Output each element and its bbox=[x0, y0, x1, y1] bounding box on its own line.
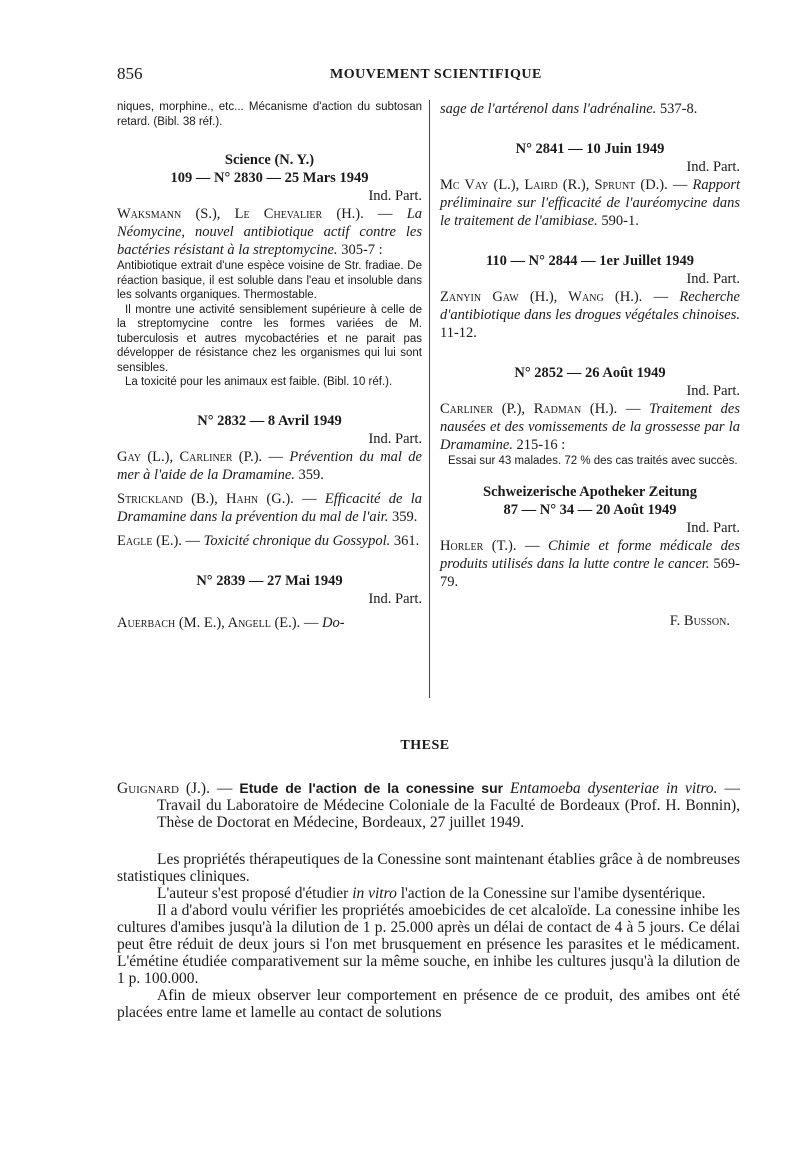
issue-header: 110 — N° 2844 — 1er Juillet 1949 bbox=[485, 253, 695, 269]
issue-header: N° 2852 — 26 Août 1949 bbox=[514, 365, 666, 381]
reference-entry bbox=[440, 176, 740, 230]
entry-title: sage de l'artérenol dans l'adrénaline. bbox=[440, 101, 657, 117]
index-label: Ind. Part. bbox=[368, 590, 422, 607]
reference-entry bbox=[440, 400, 740, 454]
entry-title: Prévention du mal de mer à l'aide de la Dramamine. bbox=[117, 448, 422, 483]
entry-title: Recherche d'antibiotique dans les drogues végétales chinoises. bbox=[440, 289, 740, 323]
issue-header: N° 2832 — 8 Avril 1949 bbox=[197, 412, 342, 429]
index-label: Ind. Part. bbox=[368, 430, 422, 447]
reference-entry bbox=[117, 490, 422, 526]
right-column bbox=[440, 100, 740, 630]
entry-abstract: Antibiotique extrait d'une espèce voisine de Str. fradiae. De réaction basique, il est soluble dans l'eau et insoluble dans les solvants organiques. Thermostable. bbox=[117, 260, 422, 301]
entry-title: Do- bbox=[322, 614, 345, 631]
reference-entry bbox=[117, 532, 422, 550]
text-run: L'auteur s'est proposé d'étudier bbox=[157, 885, 349, 902]
carry-over-abstract: niques, morphine., etc... Mécanisme d'action du subtosan retard. (Bibl. 38 réf.). bbox=[117, 101, 422, 128]
journal-title: Schweizerische Apotheker Zeitung bbox=[483, 483, 697, 500]
entry-title: La Néomycine, nouvel antibiotique actif contre les bactéries résistant à la streptomycine. bbox=[117, 206, 423, 258]
entry-title: Efficacité de la Dramamine dans la prévention du mal de l'air. bbox=[117, 490, 422, 525]
entry-title: Traitement des nausées et des vomissements de la grossesse par la Dramamine. bbox=[440, 401, 740, 453]
body-paragraph: Les propriétés thérapeutiques de la Conessine sont maintenant établies grâce à de nombreuses statistiques cliniques. bbox=[117, 851, 740, 885]
page-number: 856 bbox=[117, 64, 143, 83]
issue-header: 109 — N° 2830 — 25 Mars 1949 bbox=[170, 170, 369, 186]
reference-entry bbox=[117, 448, 422, 484]
entry-pages: 11-12. bbox=[440, 325, 477, 341]
entry-pages: 361. bbox=[393, 532, 420, 549]
entry-author: Guignard (J.). — bbox=[117, 780, 233, 797]
entry-pages: 305-7 : bbox=[341, 242, 383, 258]
entry-authors: Eagle (E.). — bbox=[117, 532, 201, 549]
signature: F. Busson. bbox=[669, 612, 730, 629]
entry-pages: 359. bbox=[298, 466, 324, 483]
entry-pages: 537-8. bbox=[659, 101, 698, 117]
reference-entry bbox=[117, 614, 422, 632]
reference-entry bbox=[440, 288, 740, 342]
issue-header: 87 — N° 34 — 20 Août 1949 bbox=[503, 501, 677, 518]
entry-abstract: Essai sur 43 malades. 72 % des cas traités avec succès. bbox=[448, 455, 738, 467]
left-column bbox=[117, 100, 422, 632]
entry-authors: Strickland (B.), Hahn (G.). — bbox=[117, 490, 317, 507]
issue-header: N° 2839 — 27 Mai 1949 bbox=[196, 572, 343, 589]
entry-authors: Zanyin Gaw (H.), Wang (H.). — bbox=[440, 289, 669, 305]
index-label: Ind. Part. bbox=[686, 519, 740, 536]
these-heading: THESE bbox=[400, 738, 450, 753]
entry-pages: 569-79. bbox=[440, 555, 740, 590]
these-entry bbox=[117, 780, 740, 831]
issue-header: N° 2841 — 10 Juin 1949 bbox=[515, 141, 665, 157]
text-run: l'action de la Conessine sur l'amibe dysentérique. bbox=[400, 885, 706, 902]
entry-pages: 359. bbox=[391, 508, 418, 525]
entry-abstract: La toxicité pour les animaux est faible. (Bibl. 10 réf.). bbox=[125, 376, 393, 388]
entry-title: Rapport préliminaire sur l'efficacité de l'auréomycine dans le traitement de l'amibiase. bbox=[440, 177, 741, 229]
entry-authors: Horler (T.). — bbox=[440, 537, 540, 554]
journal-title: Science (N. Y.) bbox=[224, 152, 315, 168]
index-label: Ind. Part. bbox=[686, 383, 740, 399]
entry-abstract: Il montre une activité sensiblement supérieure à celle de la streptomycine contre les formes variées de M. tuberculosis et autres mycobactéries et ne parait pas développer de résistance chez les organismes qui lui sont sensibles. bbox=[117, 303, 422, 374]
entry-title: Toxicité chronique du Gossypol. bbox=[203, 532, 391, 549]
index-label: Ind. Part. bbox=[368, 188, 422, 204]
entry-title: Chimie et forme médicale des produits utilisés dans la lutte contre le cancer. bbox=[440, 537, 740, 572]
body-paragraph: Il a d'abord voulu vérifier les propriétés amoebicides de cet alcaloïde. La conessine inhibe les cultures d'amibes jusqu'à la dilution de 1 p. 25.000 après un délai de contact de 4 à 5 jours. Ce délai peut être réduit de deux jours si l'on met brusquement en présence les parasites et le médicament. L'émétine étudiée comparativement sur la même souche, en inhibe les cultures jusqu'à la dilution de 1 p. 100.000. bbox=[117, 902, 740, 987]
entry-authors: Waksmann (S.), Le Chevalier (H.). — bbox=[117, 206, 393, 222]
body-paragraph: Afin de mieux observer leur comportement en présence de ce produit, des amibes ont été placées entre lame et lamelle au contact de solutions bbox=[117, 987, 740, 1021]
entry-authors: Mc Vay (L.), Laird (R.), Sprunt (D.). — bbox=[440, 177, 688, 193]
index-label: Ind. Part. bbox=[686, 159, 740, 175]
these-section bbox=[117, 780, 740, 1021]
column-divider bbox=[429, 100, 430, 698]
carry-over-entry bbox=[440, 100, 740, 118]
body-paragraph bbox=[117, 885, 740, 902]
reference-entry bbox=[117, 205, 422, 259]
entry-authors: Auerbach (M. E.), Angell (E.). — bbox=[117, 614, 319, 631]
entry-title-bold: Etude de l'action de la conessine sur bbox=[239, 780, 504, 796]
entry-pages: 590-1. bbox=[601, 213, 639, 229]
entry-details: — Travail du Laboratoire de Médecine Coloniale de la Faculté de Bordeaux (Prof. H. Bonnin), Thèse de Doctorat en Médecine, Bordeaux, 27 juillet 1949. bbox=[157, 780, 741, 831]
text-run-italic: in vitro bbox=[352, 885, 397, 902]
running-title: MOUVEMENT SCIENTIFIQUE bbox=[330, 67, 542, 82]
entry-title-italic: Entamoeba dysenteriae in vitro. bbox=[510, 780, 718, 797]
index-label: Ind. Part. bbox=[686, 271, 740, 287]
entry-authors: Gay (L.), Carliner (P.). — bbox=[117, 448, 284, 465]
entry-pages: 215-16 : bbox=[516, 437, 566, 453]
reference-entry bbox=[440, 537, 740, 591]
entry-authors: Carliner (P.), Radman (H.). — bbox=[440, 401, 641, 417]
